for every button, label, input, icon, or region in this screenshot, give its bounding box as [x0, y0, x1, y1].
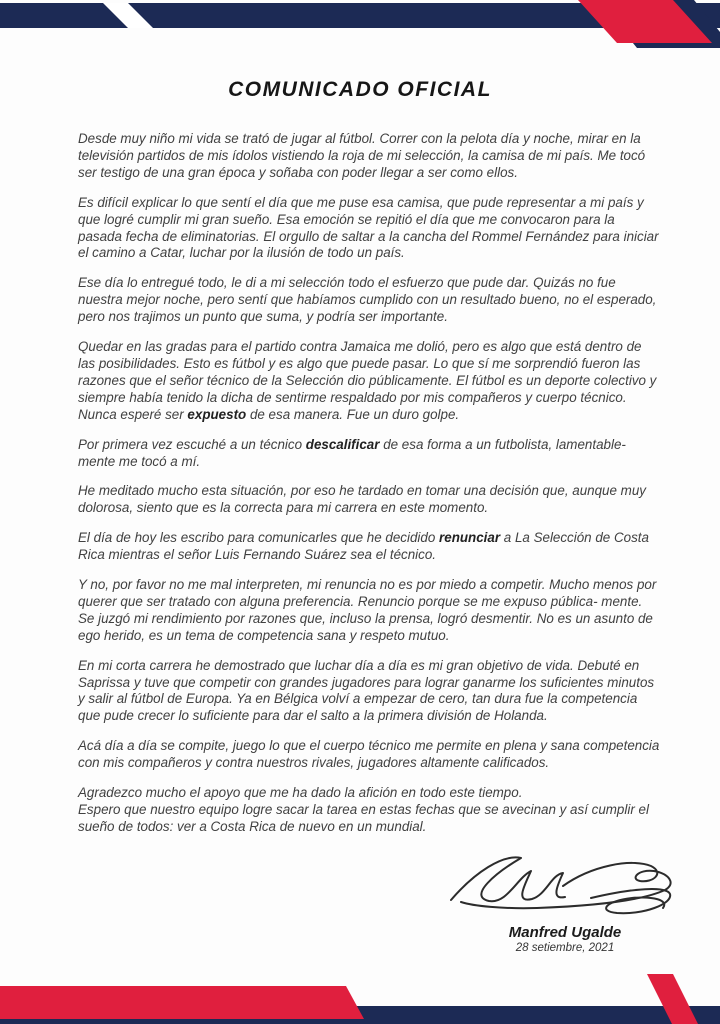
signer-name: Manfred Ugalde	[508, 924, 622, 941]
text-run: Y no, por favor no me mal interpreten, mi renuncia no es por miedo a competir. Mucho menos por querer que ser tratado con alguna preferencia. Renuncio porque se me expuso pública- mente. Se juzgó mi rendimiento por razones que, incluso la prensa, logró desmentir. No es un asunto de ego herido, es un tema de competencia sana y respeto mutuo.	[78, 577, 657, 643]
handwritten-signature-icon	[445, 846, 685, 922]
text-run: Quedar en las gradas para el partido contra Jamaica me dolió, pero es algo que está dentro de las posibilidades. Esto es fútbol y es algo que puede pasar. Lo que sí me sorprendió fueron las razones que el señor técnico de la Selección dio públicamente. El fútbol es un deporte colectivo y siempre había tenido la dicha de sentirme respaldado por mis compañeros y cuerpo técnico. Nunca esperé ser	[78, 339, 657, 422]
emphasized-word: renunciar	[439, 530, 501, 546]
letter-paragraph	[78, 530, 660, 564]
bottom-navy-edge	[0, 1019, 720, 1024]
bottom-red-band	[0, 986, 364, 1019]
letter-body	[78, 131, 660, 849]
text-run: de esa manera. Fue un duro golpe.	[246, 406, 460, 422]
text-run: Agradezco mucho el apoyo que me ha dado la afición en todo este tiempo.	[78, 785, 523, 801]
footer-ribbon-decoration	[0, 934, 720, 1024]
text-run: Espero que nuestro equipo logre sacar la tarea en estas fechas que se avecinan y así cumplir el sueño de todos: ver a Costa Rica de nuevo en un mundial.	[78, 802, 649, 834]
letter-paragraph	[78, 658, 660, 726]
text-run: Por primera vez escuché a un técnico	[78, 436, 306, 452]
signature-date: 28 setiembre, 2021	[515, 942, 615, 954]
letter-paragraph	[78, 577, 660, 645]
letter-paragraph	[78, 131, 660, 182]
letter-paragraph	[78, 437, 660, 471]
text-run: de esa forma a un futbolista, lamentable- mente me tocó a mí.	[78, 436, 626, 469]
text-run: He meditado mucho esta situación, por eso he tardado en tomar una decisión que, aunque muy dolorosa, siento que es la correcta para mi carrera en este momento.	[78, 483, 646, 516]
emphasized-word: descalificar	[305, 436, 380, 452]
page-title: COMUNICADO OFICIAL	[228, 78, 492, 101]
text-run: Es difícil explicar lo que sentí el día que me puse esa camisa, que pude representar a mi país y que logré cumplir mi gran sueño. Esa emoción se repitió el día que me convocaron para la pasada fecha de eliminatorias. El orgullo de saltar a la cancha del Rommel Fernández para iniciar el camino a Catar, luchar por la ilusión de todo un país.	[78, 194, 659, 261]
letter-paragraph	[78, 483, 660, 517]
text-run: En mi corta carrera he demostrado que luchar día a día es mi gran objetivo de vida. Debuté en Saprissa y tuve que competir con grandes jugadores para lograr ganarme los suficientes minutos y salir al fútbol de Europa. Ya en Bélgica volví a empezar de cero, tan dura fue la competencia que pude crecer lo suficiente para dar el salto a la primera división de Holanda.	[78, 657, 655, 724]
letter-paragraph	[78, 738, 660, 772]
letter-paragraph	[78, 195, 660, 263]
letter-paragraph	[78, 339, 660, 424]
text-run: Acá día a día se compite, juego lo que el cuerpo técnico me permite en plena y sana competencia con mis compañeros y contra nuestros rivales, jugadores altamente calificados.	[78, 738, 660, 771]
emphasized-word: expuesto	[187, 406, 247, 422]
text-run: Ese día lo entregué todo, le di a mi selección todo el esfuerzo que pude dar. Quizás no fue nuestra mejor noche, pero sentí que habíamos cumplido con un resultado bueno, no el esperado, pero nos trajimos un punto que suma, y podría ser importante.	[78, 275, 657, 325]
letter-paragraph	[78, 275, 660, 326]
text-run: Desde muy niño mi vida se trató de jugar al fútbol. Correr con la pelota día y noche, mirar en la televisión partidos de mis ídolos vistiendo la roja de mi selección, la camisa de mi país. Me tocó ser testigo de una gran época y soñaba con poder llegar a ser como ellos.	[78, 131, 646, 180]
header-ribbon-decoration	[0, 0, 720, 70]
text-run: a La Selección de Costa Rica mientras el señor Luis Fernando Suárez sea el técnico.	[78, 530, 649, 563]
letter-paragraph	[78, 785, 660, 836]
text-run: El día de hoy les escribo para comunicarles que he decidido	[78, 530, 440, 546]
